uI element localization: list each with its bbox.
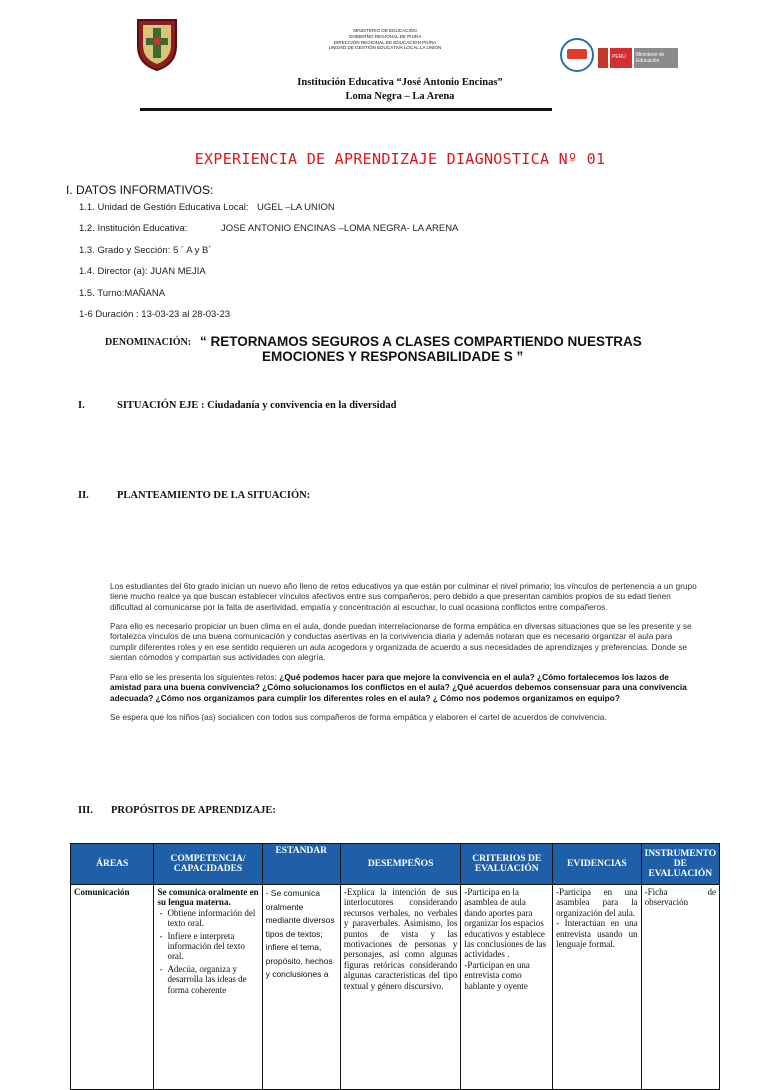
retos-paragraph bbox=[110, 672, 700, 703]
propositos-heading: PROPÓSITOS DE APRENDIZAJE: bbox=[111, 805, 276, 816]
ministry-line: GOBIERNO REGIONAL DE PIURA bbox=[348, 33, 422, 39]
list-item: -Participa en la asamblea de aula dando aportes para organizar los espacios educativos y establece las conclusiones de las actividades . bbox=[464, 887, 547, 960]
competencia-text: Se comunica oralmente en su lengua materna. bbox=[157, 887, 259, 908]
list-item: -Participan en una entrevista como hablante y oyente bbox=[464, 959, 530, 991]
datos-item-label: 1.5. Turno:MAÑANA bbox=[79, 288, 166, 299]
datos-item-label: 1.1. Unidad de Gestión Educativa Local: bbox=[79, 202, 249, 213]
datos-item-label: 1.3. Grado y Sección: 5 ´ A y B´ bbox=[79, 245, 212, 256]
ministry-line: MINISTERIO DE EDUCACIÓN bbox=[353, 28, 417, 33]
section-number: II. bbox=[78, 490, 89, 501]
section-number: I. bbox=[78, 400, 85, 411]
planteamiento-heading: PLANTEAMIENTO DE LA SITUACIÓN: bbox=[117, 490, 311, 501]
retos-questions: ¿Qué podemos hacer para que mejore la convivencia en el aula? ¿Cómo fortalecemos los lazos de amistad para una buena convivencia? ¿Cómo solucionamos los conflictos en el aula? ¿Qué acuerdos debemos consensuar para una convivencia adecuada? ¿Cómo nos organizamos para cumplir los diferentes roles en el aula? ¿ Cómo nos podemos organizamos en equipo? bbox=[110, 672, 687, 703]
column-header: ÁREAS bbox=[71, 844, 154, 885]
datos-item-value: JOSE ANTONIO ENCINAS –LOMA NEGRA- LA ARENA bbox=[221, 223, 459, 234]
instrumento-cell: -Ficha de observación bbox=[641, 885, 719, 1090]
school-crest-logo bbox=[134, 16, 180, 72]
evidencias-cell bbox=[553, 885, 642, 1090]
list-item: - Infiere e interpreta información del texto oral. bbox=[167, 931, 258, 962]
list-item: - Interactúan en una entrevista usando un lenguaje formal. bbox=[556, 918, 638, 950]
header-divider bbox=[140, 108, 552, 111]
column-header: EVIDENCIAS bbox=[553, 844, 642, 885]
list-item: - Adecúa, organiza y desarrolla las ideas de forma coherente bbox=[167, 964, 258, 995]
document-title: EXPERIENCIA DE APRENDIZAJE DIAGNOSTICA Nº 01 bbox=[194, 150, 606, 168]
situacion-eje-label: SITUACIÓN EJE : Ciudadanía y convivencia en la diversidad bbox=[117, 400, 397, 411]
section-number: III. bbox=[78, 805, 93, 816]
campaign-badge-logo bbox=[560, 38, 594, 72]
datos-item-value: UGEL –LA UNION bbox=[257, 202, 335, 213]
datos-item-label: 1.4. Director (a): JUAN MEJIA bbox=[79, 266, 206, 277]
area-name: Comunicación bbox=[74, 887, 130, 897]
ministry-line: DIRECCIÓN REGIONAL DE EDUCACION PIURA bbox=[333, 39, 437, 45]
planteamiento-paragraph: Los estudiantes del 6to grado inician un nuevo año lleno de retos educativos ya que están por culminar el nivel primario; los vínculos de pertenencia a un grupo tiene mucho realce ya que buscan establecer vínculos afectivos entre sus compañeros, pero debido a que presentan cambios propios de su edad tienen dificultad al comunicarse por la falta de asertividad, empatía y concentración al escuchar, lo cual ocasiona conflictos entre compañeros. bbox=[110, 581, 697, 612]
column-header: DESEMPEÑOS bbox=[340, 844, 461, 885]
denominacion-label: DENOMINACIÓN: bbox=[105, 337, 192, 348]
column-header: COMPETENCIA/ CAPACIDADES bbox=[154, 844, 262, 885]
criterios-cell bbox=[461, 885, 553, 1090]
column-header: INSTRUMENTO DE EVALUACIÓN bbox=[641, 844, 719, 885]
desempenos-cell: -Explica la intención de sus interlocutores considerando recursos verbales, no verbales y paraverbales. Asimismo, los puntos de vista y las motivaciones de personas y personajes, así como algunas figuras retóricas considerando algunas características del tipo textual y género discursivo. bbox=[340, 885, 461, 1090]
capacidades-list bbox=[157, 908, 258, 995]
datos-item bbox=[79, 309, 230, 320]
institution-location: Loma Negra – La Arena bbox=[345, 91, 455, 102]
competencia-cell bbox=[154, 885, 262, 1090]
institution-name: Institución Educativa “José Antonio Encinas” bbox=[297, 77, 503, 88]
column-header: ESTANDAR bbox=[262, 844, 340, 885]
estandar-cell: - Se comunica oralmente mediante diversos tipos de textos; infiere el tema, propósito, hechos y conclusiones a bbox=[262, 885, 340, 1090]
table-header-row bbox=[71, 844, 720, 885]
ministry-header-lines bbox=[290, 28, 480, 51]
column-header: CRITERIOS DE EVALUACIÓN bbox=[461, 844, 553, 885]
datos-item bbox=[79, 266, 206, 277]
datos-item bbox=[79, 223, 459, 234]
ministerio-label: Ministerio de Educación bbox=[636, 52, 665, 64]
datos-heading: I. DATOS INFORMATIVOS: bbox=[66, 183, 214, 197]
planteamiento-paragraph: Para ello es necesario propiciar un buen clima en el aula, donde puedan interrelacionarse de forma empática en diversas situaciones que se les presente y se fortalezca vínculos de una buena comunicación y conductas asertivas en la convivencia diaria y además notaran que es necesario organizar el aula para cumplir diferentes roles y en ese sentido requieren un aula acogedora y organizada de acuerdo a sus necesidades de aprendizajes y preferencias. Donde se sientan cómodos y compartan sus actividades con alegría. bbox=[110, 621, 692, 663]
table-row bbox=[71, 885, 720, 1090]
list-item: - Obtiene información del texto oral. bbox=[167, 908, 258, 929]
datos-item-label: 1-6 Duración : 13-03-23 al 28-03-23 bbox=[79, 309, 231, 320]
list-item: -Participa en una asamblea para la organización del aula. bbox=[556, 887, 638, 918]
area-cell bbox=[71, 885, 154, 1090]
ministerio-educacion-logo bbox=[598, 44, 678, 72]
propositos-table bbox=[70, 843, 720, 1090]
planteamiento-paragraph: Se espera que los niños (as) socialicen con todos sus compañeros de forma empática y elaboren el cartel de acuerdos de convivencia. bbox=[110, 712, 607, 722]
denominacion-line1: “ RETORNAMOS SEGUROS A CLASES COMPARTIENDO NUESTRAS bbox=[200, 334, 642, 349]
datos-item bbox=[79, 202, 335, 213]
ministry-line: UNIDAD DE GESTIÓN EDUCATIVA LOCAL LA UNIÓN bbox=[328, 45, 442, 51]
datos-item bbox=[79, 288, 165, 299]
datos-item-label: 1.2. Institución Educativa: bbox=[79, 223, 188, 234]
datos-item bbox=[79, 245, 212, 256]
retos-lead: Para ello se les presenta los siguientes retos: bbox=[110, 672, 280, 682]
peru-label: PERÚ bbox=[612, 54, 626, 60]
denominacion-line2: EMOCIONES Y RESPONSABILIDADE S ” bbox=[262, 349, 524, 364]
